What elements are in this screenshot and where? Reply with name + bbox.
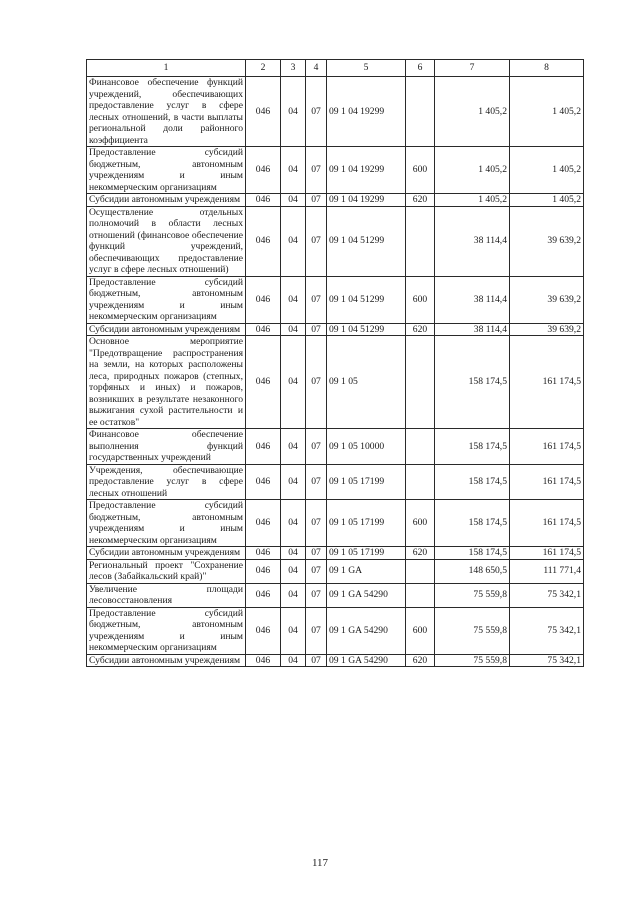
admin-code-cell: 046 bbox=[246, 607, 281, 654]
subsection-cell: 07 bbox=[306, 654, 327, 667]
header-cell: 3 bbox=[281, 60, 306, 77]
table-row bbox=[87, 583, 584, 607]
amount-year2-cell: 111 771,4 bbox=[510, 559, 584, 583]
table-row bbox=[87, 547, 584, 560]
header-cell: 1 bbox=[87, 60, 246, 77]
row-name-cell: Региональный проект "Сохранение лесов (Забайкальский край)" bbox=[87, 559, 246, 583]
expense-type-cell bbox=[406, 559, 435, 583]
table-row bbox=[87, 429, 584, 465]
admin-code-cell: 046 bbox=[246, 464, 281, 500]
section-cell: 04 bbox=[281, 464, 306, 500]
section-cell: 04 bbox=[281, 276, 306, 323]
amount-year1-cell: 158 174,5 bbox=[435, 500, 510, 547]
expense-type-cell bbox=[406, 206, 435, 276]
table-row bbox=[87, 147, 584, 194]
subsection-cell: 07 bbox=[306, 194, 327, 207]
header-cell: 5 bbox=[327, 60, 406, 77]
table-row bbox=[87, 77, 584, 147]
amount-year1-cell: 158 174,5 bbox=[435, 547, 510, 560]
table-row bbox=[87, 323, 584, 336]
amount-year1-cell: 38 114,4 bbox=[435, 323, 510, 336]
row-name-cell: Субсидии автономным учреждениям bbox=[87, 547, 246, 560]
table-header-row bbox=[87, 60, 584, 77]
admin-code-cell: 046 bbox=[246, 194, 281, 207]
admin-code-cell: 046 bbox=[246, 500, 281, 547]
section-cell: 04 bbox=[281, 323, 306, 336]
section-cell: 04 bbox=[281, 336, 306, 429]
amount-year1-cell: 38 114,4 bbox=[435, 276, 510, 323]
admin-code-cell: 046 bbox=[246, 559, 281, 583]
row-name-cell: Осуществление отдельных полномочий в области лесных отношений (финансовое обеспечение функций учреждений, обеспечивающих предоставление услуг в сфере лесных отношений) bbox=[87, 206, 246, 276]
table-row bbox=[87, 607, 584, 654]
target-article-cell: 09 1 GA 54290 bbox=[327, 583, 406, 607]
section-cell: 04 bbox=[281, 547, 306, 560]
page-number: 117 bbox=[311, 857, 329, 869]
subsection-cell: 07 bbox=[306, 206, 327, 276]
row-name-cell: Субсидии автономным учреждениям bbox=[87, 654, 246, 667]
subsection-cell: 07 bbox=[306, 429, 327, 465]
target-article-cell: 09 1 04 51299 bbox=[327, 206, 406, 276]
header-cell: 7 bbox=[435, 60, 510, 77]
amount-year2-cell: 75 342,1 bbox=[510, 654, 584, 667]
target-article-cell: 09 1 GA 54290 bbox=[327, 654, 406, 667]
row-name-cell: Финансовое обеспечение функций учреждений, обеспечивающих предоставление услуг в сфере лесных отношений, в части выплаты региональной доли районного коэффициента bbox=[87, 77, 246, 147]
table-row bbox=[87, 500, 584, 547]
expense-type-cell bbox=[406, 429, 435, 465]
expense-type-cell: 620 bbox=[406, 654, 435, 667]
row-name-cell: Предоставление субсидий бюджетным, автономным учреждениям и иным некоммерческим организациям bbox=[87, 607, 246, 654]
admin-code-cell: 046 bbox=[246, 654, 281, 667]
amount-year2-cell: 161 174,5 bbox=[510, 464, 584, 500]
table-row bbox=[87, 194, 584, 207]
section-cell: 04 bbox=[281, 147, 306, 194]
section-cell: 04 bbox=[281, 429, 306, 465]
amount-year2-cell: 1 405,2 bbox=[510, 194, 584, 207]
target-article-cell: 09 1 04 19299 bbox=[327, 147, 406, 194]
amount-year2-cell: 161 174,5 bbox=[510, 500, 584, 547]
table-row bbox=[87, 559, 584, 583]
expense-type-cell: 620 bbox=[406, 194, 435, 207]
admin-code-cell: 046 bbox=[246, 583, 281, 607]
section-cell: 04 bbox=[281, 654, 306, 667]
admin-code-cell: 046 bbox=[246, 323, 281, 336]
expense-type-cell: 600 bbox=[406, 276, 435, 323]
expense-type-cell bbox=[406, 336, 435, 429]
table-row bbox=[87, 336, 584, 429]
table-body bbox=[87, 77, 584, 667]
amount-year1-cell: 75 559,8 bbox=[435, 607, 510, 654]
table-row bbox=[87, 654, 584, 667]
amount-year1-cell: 1 405,2 bbox=[435, 77, 510, 147]
section-cell: 04 bbox=[281, 607, 306, 654]
target-article-cell: 09 1 GA bbox=[327, 559, 406, 583]
row-name-cell: Предоставление субсидий бюджетным, автономным учреждениям и иным некоммерческим организациям bbox=[87, 276, 246, 323]
header-cell: 4 bbox=[306, 60, 327, 77]
section-cell: 04 bbox=[281, 194, 306, 207]
amount-year1-cell: 148 650,5 bbox=[435, 559, 510, 583]
subsection-cell: 07 bbox=[306, 147, 327, 194]
admin-code-cell: 046 bbox=[246, 547, 281, 560]
amount-year2-cell: 39 639,2 bbox=[510, 323, 584, 336]
amount-year1-cell: 75 559,8 bbox=[435, 654, 510, 667]
admin-code-cell: 046 bbox=[246, 206, 281, 276]
row-name-cell: Предоставление субсидий бюджетным, автономным учреждениям и иным некоммерческим организациям bbox=[87, 147, 246, 194]
amount-year2-cell: 161 174,5 bbox=[510, 429, 584, 465]
admin-code-cell: 046 bbox=[246, 147, 281, 194]
target-article-cell: 09 1 04 19299 bbox=[327, 77, 406, 147]
expense-type-cell: 620 bbox=[406, 323, 435, 336]
subsection-cell: 07 bbox=[306, 464, 327, 500]
amount-year2-cell: 1 405,2 bbox=[510, 147, 584, 194]
subsection-cell: 07 bbox=[306, 77, 327, 147]
amount-year2-cell: 161 174,5 bbox=[510, 336, 584, 429]
section-cell: 04 bbox=[281, 77, 306, 147]
target-article-cell: 09 1 04 51299 bbox=[327, 276, 406, 323]
header-cell: 8 bbox=[510, 60, 584, 77]
subsection-cell: 07 bbox=[306, 559, 327, 583]
target-article-cell: 09 1 05 17199 bbox=[327, 547, 406, 560]
subsection-cell: 07 bbox=[306, 323, 327, 336]
section-cell: 04 bbox=[281, 583, 306, 607]
table-row bbox=[87, 464, 584, 500]
admin-code-cell: 046 bbox=[246, 429, 281, 465]
row-name-cell: Учреждения, обеспечивающие предоставление услуг в сфере лесных отношений bbox=[87, 464, 246, 500]
row-name-cell: Увеличение площади лесовосстановления bbox=[87, 583, 246, 607]
target-article-cell: 09 1 05 10000 bbox=[327, 429, 406, 465]
expense-type-cell: 600 bbox=[406, 147, 435, 194]
amount-year2-cell: 161 174,5 bbox=[510, 547, 584, 560]
target-article-cell: 09 1 05 17199 bbox=[327, 464, 406, 500]
expense-type-cell bbox=[406, 583, 435, 607]
subsection-cell: 07 bbox=[306, 276, 327, 323]
row-name-cell: Предоставление субсидий бюджетным, автономным учреждениям и иным некоммерческим организациям bbox=[87, 500, 246, 547]
admin-code-cell: 046 bbox=[246, 336, 281, 429]
expense-type-cell: 620 bbox=[406, 547, 435, 560]
amount-year2-cell: 39 639,2 bbox=[510, 206, 584, 276]
amount-year1-cell: 158 174,5 bbox=[435, 336, 510, 429]
section-cell: 04 bbox=[281, 500, 306, 547]
expense-type-cell: 600 bbox=[406, 500, 435, 547]
amount-year2-cell: 1 405,2 bbox=[510, 77, 584, 147]
row-name-cell: Основное мероприятие "Предотвращение распространения на земли, на которых расположены леса, природных пожаров (степных, торфяных и иных) и пожаров, возникших в результате незаконного выжигания сухой растительности и ее остатков" bbox=[87, 336, 246, 429]
amount-year1-cell: 75 559,8 bbox=[435, 583, 510, 607]
amount-year2-cell: 39 639,2 bbox=[510, 276, 584, 323]
subsection-cell: 07 bbox=[306, 547, 327, 560]
target-article-cell: 09 1 05 17199 bbox=[327, 500, 406, 547]
table-row bbox=[87, 276, 584, 323]
admin-code-cell: 046 bbox=[246, 276, 281, 323]
row-name-cell: Субсидии автономным учреждениям bbox=[87, 194, 246, 207]
section-cell: 04 bbox=[281, 206, 306, 276]
subsection-cell: 07 bbox=[306, 583, 327, 607]
section-cell: 04 bbox=[281, 559, 306, 583]
subsection-cell: 07 bbox=[306, 607, 327, 654]
expense-type-cell bbox=[406, 464, 435, 500]
budget-table bbox=[86, 59, 584, 667]
amount-year2-cell: 75 342,1 bbox=[510, 607, 584, 654]
row-name-cell: Субсидии автономным учреждениям bbox=[87, 323, 246, 336]
amount-year1-cell: 158 174,5 bbox=[435, 429, 510, 465]
admin-code-cell: 046 bbox=[246, 77, 281, 147]
target-article-cell: 09 1 GA 54290 bbox=[327, 607, 406, 654]
amount-year1-cell: 38 114,4 bbox=[435, 206, 510, 276]
target-article-cell: 09 1 04 19299 bbox=[327, 194, 406, 207]
subsection-cell: 07 bbox=[306, 500, 327, 547]
amount-year1-cell: 1 405,2 bbox=[435, 147, 510, 194]
target-article-cell: 09 1 05 bbox=[327, 336, 406, 429]
table-row bbox=[87, 206, 584, 276]
expense-type-cell bbox=[406, 77, 435, 147]
row-name-cell: Финансовое обеспечение выполнения функций государственных учреждений bbox=[87, 429, 246, 465]
header-cell: 2 bbox=[246, 60, 281, 77]
target-article-cell: 09 1 04 51299 bbox=[327, 323, 406, 336]
amount-year2-cell: 75 342,1 bbox=[510, 583, 584, 607]
amount-year1-cell: 158 174,5 bbox=[435, 464, 510, 500]
expense-type-cell: 600 bbox=[406, 607, 435, 654]
header-cell: 6 bbox=[406, 60, 435, 77]
subsection-cell: 07 bbox=[306, 336, 327, 429]
amount-year1-cell: 1 405,2 bbox=[435, 194, 510, 207]
